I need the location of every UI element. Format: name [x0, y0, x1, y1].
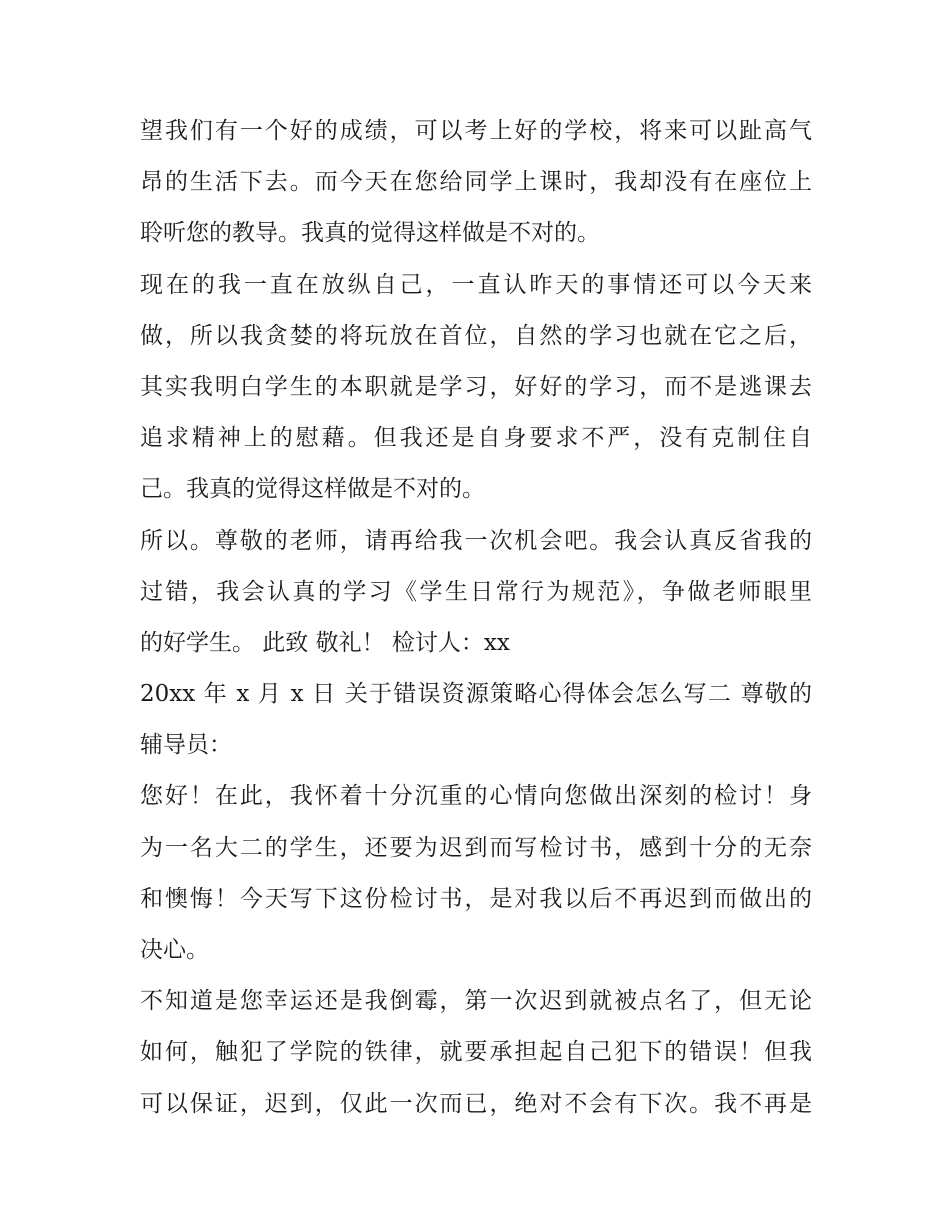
text-line: 决心。 — [140, 937, 209, 963]
text-line: 做，所以我贪婪的将玩放在首位，自然的学习也就在它之后， — [140, 322, 812, 349]
text-line: 其实我明白学生的本职就是学习，好好的学习，而不是逃课去 — [140, 373, 812, 400]
text-line: 的好学生。 此致 敬礼！ 检讨人：xx — [140, 629, 510, 656]
text-line: 不知道是您幸运还是我倒霉，第一次迟到就被点名了，但无论 — [140, 988, 812, 1015]
text-line: 和懊悔！今天写下这份检讨书，是对我以后不再迟到而做出的 — [140, 885, 812, 912]
text-line: 聆听您的教导。我真的觉得这样做是不对的。 — [140, 220, 600, 247]
text-line: 望我们有一个好的成绩，可以考上好的学校，将来可以趾高气 — [140, 118, 812, 144]
text-line: 过错，我会认真的学习《学生日常行为规范》，争做老师眼里 — [140, 578, 812, 605]
text-line: 追求精神上的慰藉。但我还是自身要求不严，没有克制住自 — [140, 425, 812, 452]
text-line: 现在的我一直在放纵自己，一直认昨天的事情还可以今天来 — [140, 271, 812, 298]
text-line: 昂的生活下去。而今天在您给同学上课时，我却没有在座位上 — [140, 169, 812, 196]
text-line: 为一名大二的学生，还要为迟到而写检讨书，感到十分的无奈 — [140, 834, 812, 861]
text-line: 您好！在此，我怀着十分沉重的心情向您做出深刻的检讨！身 — [140, 783, 812, 810]
text-line: 20xx 年 x 月 x 日 关于错误资源策略心得体会怎么写二 尊敬的 — [140, 681, 812, 708]
text-line: 辅导员： — [140, 732, 232, 759]
text-line: 己。我真的觉得这样做是不对的。 — [140, 476, 485, 503]
document-body — [140, 106, 812, 1130]
text-line: 所以。尊敬的老师，请再给我一次机会吧。我会认真反省我的 — [140, 527, 812, 554]
text-line: 如何，触犯了学院的铁律，就要承担起自己犯下的错误！但我 — [140, 1039, 812, 1066]
text-line: 可以保证，迟到，仅此一次而已，绝对不会有下次。我不再是 — [140, 1090, 812, 1117]
